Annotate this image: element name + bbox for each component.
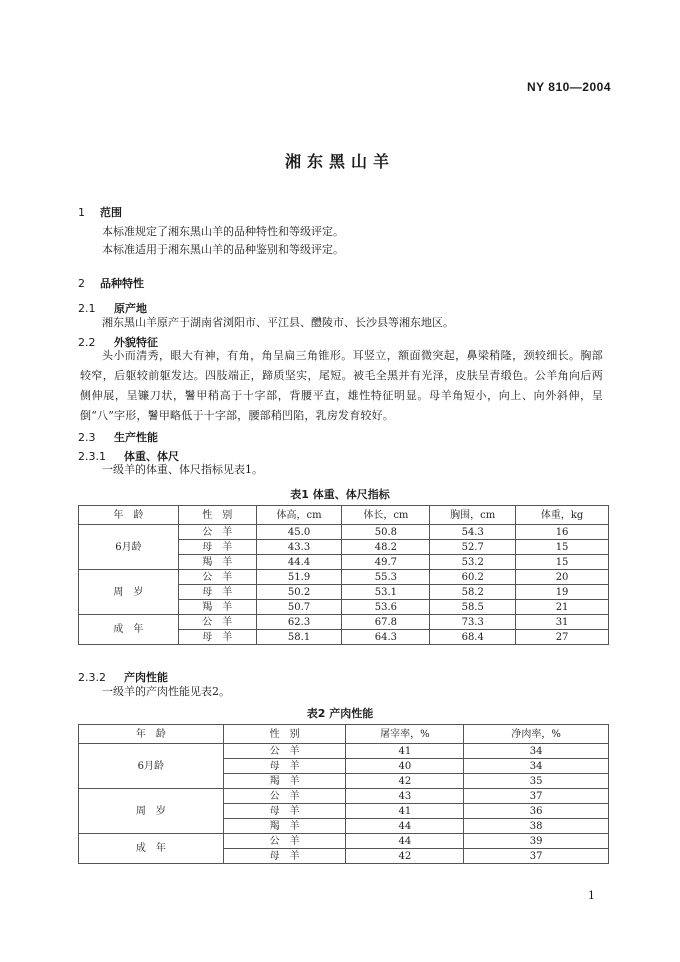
section-2-3-heading: [78, 429, 158, 445]
table-cell: 公 羊: [223, 789, 346, 804]
table-cell: 37: [464, 789, 609, 804]
table-cell: 19: [516, 585, 609, 600]
table-cell: 62.3: [256, 615, 342, 630]
section-title: 体重、体尺: [124, 450, 179, 463]
table-cell: 公 羊: [178, 615, 256, 630]
section-2-2-text: 头小而清秀，眼大有神，有角，角呈扁三角锥形。耳竖立，额面微突起，鼻梁稍隆，颈较细长。胸部较窄，后躯较前躯发达。四肢端正，蹄质坚实，尾短。被毛全黑并有光泽，皮肤呈青缎色。公羊角向后两侧伸展，呈镰刀状，鬐甲稍高于十字部，背腰平直，雄性特征明显。母羊角短小，向上、向外斜伸，呈倒“八”字形，鬐甲略低于十字部，腰部稍凹陷，乳房发育较好。: [80, 349, 603, 422]
section-number: 2: [78, 277, 85, 290]
page-number: 1: [588, 889, 595, 902]
table-cell: 42: [346, 849, 464, 864]
table-cell: 58.1: [256, 630, 342, 645]
table-cell: 51.9: [256, 570, 342, 585]
section-number: 2.3: [78, 431, 96, 444]
table-cell: 60.2: [430, 570, 516, 585]
table-cell: 58.2: [430, 585, 516, 600]
table-cell: 67.8: [342, 615, 430, 630]
section-title: 品种特性: [100, 277, 144, 290]
section-1-heading: [78, 204, 122, 220]
table-cell: 41: [346, 804, 464, 819]
table-cell: 41: [346, 744, 464, 759]
table-cell: 羯 羊: [223, 819, 346, 834]
table-cell: 15: [516, 555, 609, 570]
section-title: 生产性能: [114, 431, 158, 444]
table-cell: 母 羊: [178, 585, 256, 600]
section-1-line-1: 本标准规定了湘东黑山羊的品种特性和等级评定。: [102, 225, 344, 238]
header-net-meat-percentage: 净肉率，%: [464, 725, 609, 744]
section-title: 产肉性能: [124, 671, 168, 684]
table-row: [79, 570, 609, 585]
header-weight: 体重，kg: [516, 506, 609, 525]
header-chest: 胸围，cm: [430, 506, 516, 525]
table-row: [79, 615, 609, 630]
section-number: 2.2: [78, 336, 96, 349]
table-cell: 母 羊: [178, 540, 256, 555]
table-cell: 27: [516, 630, 609, 645]
table-cell: 羯 羊: [223, 774, 346, 789]
table-cell: 50.2: [256, 585, 342, 600]
age-cell: 6月龄: [79, 525, 179, 570]
section-number: 1: [78, 206, 85, 219]
section-number: 2.3.2: [78, 671, 106, 684]
table-cell: 公 羊: [178, 570, 256, 585]
age-cell: 成 年: [79, 834, 224, 864]
table-cell: 母 羊: [223, 804, 346, 819]
table-cell: 母 羊: [223, 759, 346, 774]
table-cell: 49.7: [342, 555, 430, 570]
table-cell: 公 羊: [178, 525, 256, 540]
table-cell: 公 羊: [223, 834, 346, 849]
table-cell: 48.2: [342, 540, 430, 555]
table-cell: 40: [346, 759, 464, 774]
section-2-1-text: 湘东黑山羊原产于湖南省浏阳市、平江县、醴陵市、长沙县等湘东地区。: [102, 316, 454, 329]
table-cell: 36: [464, 804, 609, 819]
table-2: [78, 724, 609, 864]
section-number: 2.3.1: [78, 450, 106, 463]
standard-number: NY 810—2004: [527, 80, 612, 94]
table-cell: 52.7: [430, 540, 516, 555]
table-cell: 64.3: [342, 630, 430, 645]
table-cell: 母 羊: [178, 630, 256, 645]
table-2-caption: 表2 产肉性能: [306, 707, 374, 720]
section-2-heading: [78, 275, 144, 291]
table-cell: 68.4: [430, 630, 516, 645]
table-cell: 43.3: [256, 540, 342, 555]
table-cell: 58.5: [430, 600, 516, 615]
table-cell: 38: [464, 819, 609, 834]
header-height: 体高，cm: [256, 506, 342, 525]
header-length: 体长，cm: [342, 506, 430, 525]
table-row: [79, 744, 609, 759]
table-cell: 39: [464, 834, 609, 849]
header-dressing-percentage: 屠宰率，%: [346, 725, 464, 744]
table-cell: 44: [346, 819, 464, 834]
table-cell: 母 羊: [223, 849, 346, 864]
table-cell: 50.8: [342, 525, 430, 540]
table-cell: 16: [516, 525, 609, 540]
section-title: 范围: [100, 206, 122, 219]
table-cell: 15: [516, 540, 609, 555]
page-title: 湘东黑山羊: [284, 152, 395, 171]
section-2-3-2-text: 一级羊的产肉性能见表2。: [102, 685, 230, 698]
table-cell: 43: [346, 789, 464, 804]
header-age: 年 龄: [79, 506, 179, 525]
age-cell: 周 岁: [79, 789, 224, 834]
table-cell: 55.3: [342, 570, 430, 585]
table-cell: 44: [346, 834, 464, 849]
age-cell: 6月龄: [79, 744, 224, 789]
table-cell: 35: [464, 774, 609, 789]
table-cell: 42: [346, 774, 464, 789]
table-cell: 53.6: [342, 600, 430, 615]
table-header-row: [79, 506, 609, 525]
table-cell: 34: [464, 759, 609, 774]
table-cell: 45.0: [256, 525, 342, 540]
table-cell: 羯 羊: [178, 600, 256, 615]
table-cell: 73.3: [430, 615, 516, 630]
header-age: 年 龄: [79, 725, 224, 744]
table-cell: 53.2: [430, 555, 516, 570]
table-cell: 34: [464, 744, 609, 759]
table-cell: 53.1: [342, 585, 430, 600]
age-cell: 周 岁: [79, 570, 179, 615]
table-cell: 羯 羊: [178, 555, 256, 570]
table-cell: 54.3: [430, 525, 516, 540]
section-number: 2.1: [78, 302, 96, 315]
table-1-caption: 表1 体重、体尺指标: [290, 488, 390, 501]
table-cell: 31: [516, 615, 609, 630]
table-cell: 21: [516, 600, 609, 615]
age-cell: 成 年: [79, 615, 179, 645]
table-cell: 50.7: [256, 600, 342, 615]
section-2-3-1-text: 一级羊的体重、体尺指标见表1。: [102, 463, 263, 476]
section-title: 原产地: [114, 302, 147, 315]
header-sex: 性 别: [223, 725, 346, 744]
table-cell: 公 羊: [223, 744, 346, 759]
table-1: [78, 505, 609, 645]
table-row: [79, 789, 609, 804]
header-sex: 性 别: [178, 506, 256, 525]
section-1-line-2: 本标准适用于湘东黑山羊的品种鉴别和等级评定。: [102, 243, 344, 256]
table-header-row: [79, 725, 609, 744]
table-cell: 44.4: [256, 555, 342, 570]
table-cell: 37: [464, 849, 609, 864]
table-row: [79, 834, 609, 849]
section-title: 外貌特征: [114, 336, 158, 349]
table-cell: 20: [516, 570, 609, 585]
table-row: [79, 525, 609, 540]
